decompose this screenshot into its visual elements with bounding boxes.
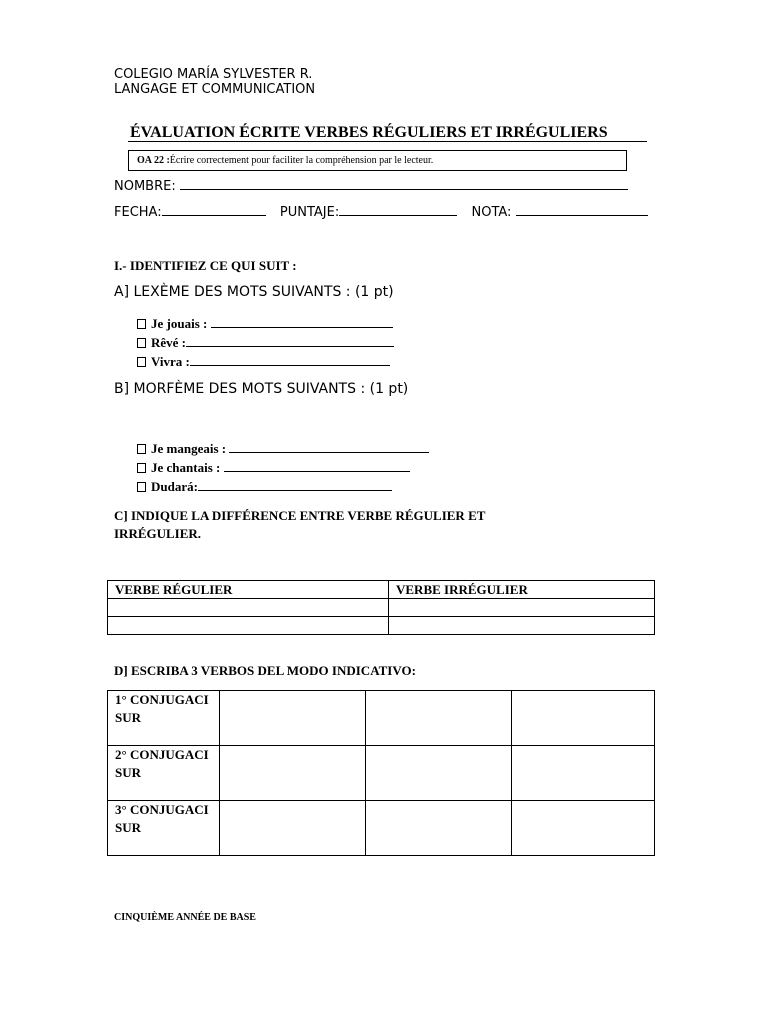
objective-description: Écrire correctement pour faciliter la compréhension par le lecteur. [169,155,434,166]
table-row [108,746,655,801]
date-input-line[interactable] [162,203,266,216]
irregular-verb-cell[interactable] [389,599,655,617]
section-1-heading: I.- IDENTIFIEZ CE QUI SUIT : [114,258,297,273]
conjugation-label: 1° CONJUGACI SUR [108,691,220,746]
grade-level-footer: CINQUIÈME ANNÉE DE BASE [114,912,256,923]
conjugation-label: 2° CONJUGACI SUR [108,746,220,801]
objective-text [137,155,433,166]
verb-cell[interactable] [512,746,655,801]
conjugation-label: 3° CONJUGACI SUR [108,801,220,856]
objective-code: OA 22 : [137,155,170,166]
conjugation-table [107,690,655,856]
verb-cell[interactable] [220,691,366,746]
score-input-line[interactable] [339,203,457,216]
part-a-item-label: Rêvé : [151,335,187,350]
part-b-item-1 [137,440,429,457]
checkbox-icon [137,319,146,329]
answer-line[interactable] [211,315,393,328]
school-name: COLEGIO MARÍA SYLVESTER R. [114,67,313,82]
answer-line[interactable] [198,478,392,491]
school-header [114,67,315,97]
verb-cell[interactable] [366,691,512,746]
part-b-item-3 [137,478,392,495]
irregular-verb-cell[interactable] [389,617,655,635]
part-b-item-2 [137,459,410,476]
table-row [108,691,655,746]
verb-cell[interactable] [512,801,655,856]
answer-line[interactable] [190,353,390,366]
part-c-heading-line-1: C] INDIQUE LA DIFFÉRENCE ENTRE VERBE RÉGULIER ET [114,508,486,523]
part-a-heading: A] LEXÈME DES MOTS SUIVANTS : (1 pt) [114,284,394,300]
part-a-item-1 [137,315,393,332]
part-a-item-label: Vivra : [151,354,190,369]
table-row [108,599,655,617]
title-underline [128,141,647,142]
checkbox-icon [137,482,146,492]
irregular-verb-header: VERBE IRRÉGULIER [389,581,655,599]
name-label: NOMBRE: [114,179,176,194]
regular-verb-header: VERBE RÉGULIER [108,581,389,599]
objective-box [128,150,627,171]
part-c-heading [114,507,485,543]
part-c-heading-line-2: IRRÉGULIER. [114,526,202,541]
verb-cell[interactable] [220,801,366,856]
date-score-grade-row [114,203,648,220]
regular-verb-cell[interactable] [108,599,389,617]
verb-cell[interactable] [220,746,366,801]
date-label: FECHA: [114,205,162,220]
checkbox-icon [137,338,146,348]
part-a-item-2 [137,334,394,351]
part-a-item-label: Je jouais : [151,316,208,331]
verb-cell[interactable] [366,746,512,801]
subject-name: LANGAGE ET COMMUNICATION [114,82,316,97]
table-header-row [108,581,655,599]
answer-line[interactable] [229,440,429,453]
answer-line[interactable] [186,334,394,347]
regular-verb-cell[interactable] [108,617,389,635]
verb-cell[interactable] [366,801,512,856]
score-label: PUNTAJE: [279,205,340,220]
checkbox-icon [137,463,146,473]
part-b-item-label: Je chantais : [151,460,221,475]
table-row [108,617,655,635]
name-input-line[interactable] [180,177,628,190]
part-b-heading: B] MORFÈME DES MOTS SUIVANTS : (1 pt) [114,381,409,397]
part-d-heading: D] ESCRIBA 3 VERBOS DEL MODO INDICATIVO: [114,663,416,678]
answer-line[interactable] [224,459,410,472]
name-field [114,177,628,194]
verb-cell[interactable] [512,691,655,746]
part-a-item-3 [137,353,390,370]
regular-irregular-table [107,580,655,635]
table-row [108,801,655,856]
part-b-item-label: Dudará: [151,479,198,494]
grade-input-line[interactable] [516,203,648,216]
checkbox-icon [137,444,146,454]
part-b-item-label: Je mangeais : [151,441,227,456]
grade-label: NOTA: [471,205,512,220]
checkbox-icon [137,357,146,367]
page-title: ÉVALUATION ÉCRITE VERBES RÉGULIERS ET IRRÉGULIERS [130,124,608,141]
